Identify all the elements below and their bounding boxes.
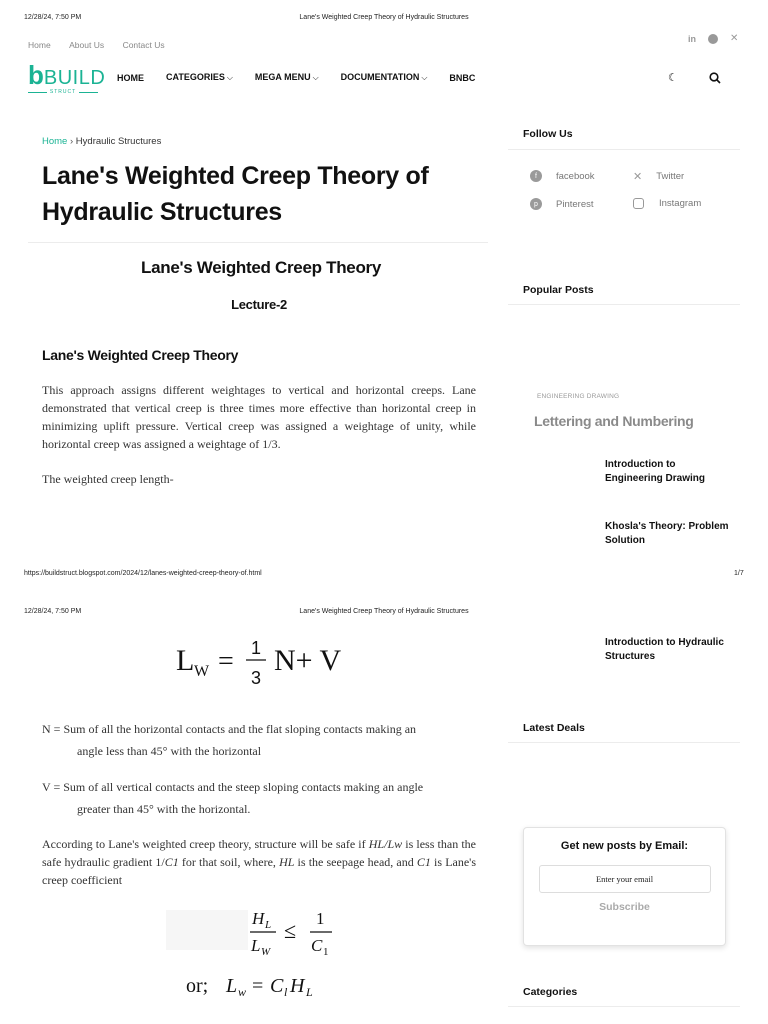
popular-post-3[interactable]: Introduction to Hydraulic Structures bbox=[605, 637, 724, 662]
svg-text:N+ V: N+ V bbox=[274, 644, 342, 677]
featured-post-title[interactable]: Lettering and Numbering bbox=[534, 413, 694, 429]
linkedin-icon[interactable]: in bbox=[688, 33, 696, 44]
svg-text:H: H bbox=[252, 909, 265, 928]
n-def-line1: Sum of all the horizontal contacts and the flat sloping contacts making an bbox=[63, 722, 417, 736]
social-pinterest[interactable] bbox=[530, 198, 594, 210]
menu-mega[interactable] bbox=[255, 72, 319, 83]
svg-text:W: W bbox=[194, 663, 210, 680]
social-instagram[interactable] bbox=[633, 198, 701, 209]
deals-divider bbox=[508, 742, 740, 743]
popular-post-2[interactable]: Khosla's Theory: Problem Solution bbox=[605, 521, 729, 546]
v-def-line2: greater than 45° with the horizontal. bbox=[77, 802, 251, 816]
page-title-line2: Hydraulic Structures bbox=[42, 198, 282, 226]
v-def-line1: Sum of all vertical contacts and the steep sloping contacts making an angle bbox=[63, 780, 424, 794]
main-menu bbox=[117, 72, 475, 83]
facebook-icon: f bbox=[530, 170, 542, 182]
title-divider bbox=[28, 242, 488, 243]
n-def-line2: angle less than 45° with the horizontal bbox=[77, 744, 262, 758]
menu-categories[interactable] bbox=[166, 72, 233, 83]
dark-mode-moon-icon[interactable]: ☾ bbox=[668, 72, 678, 84]
section-heading: Lane's Weighted Creep Theory bbox=[42, 347, 239, 363]
svg-text:L: L bbox=[251, 936, 261, 955]
p3-d: C1 bbox=[164, 855, 179, 869]
p3-i: is Lane's creep coefficient bbox=[42, 855, 477, 887]
n-def-label: N = bbox=[42, 722, 64, 736]
svg-text:1: 1 bbox=[323, 946, 329, 958]
v-def-label: V = bbox=[42, 780, 64, 794]
page-title-line1: Lane's Weighted Creep Theory of bbox=[42, 162, 429, 190]
instagram-icon bbox=[633, 198, 644, 209]
pinterest-icon: p bbox=[530, 198, 542, 210]
print-doc-title-page2: Lane's Weighted Creep Theory of Hydraulic Structures bbox=[299, 608, 469, 615]
p3-h: C1 bbox=[416, 855, 431, 869]
intro-paragraph: This approach assigns different weightages to vertical and horizontal creeps. Lane demonstrated that vertical creep is three times more effective than horizontal creep in minimizing uplift pressure. Vertical creep was assigned a weightage of unity, while horizontal creep was assigned a weightage of 1/3. bbox=[42, 383, 476, 451]
svg-text:=: = bbox=[252, 975, 264, 997]
email-subscribe-widget bbox=[523, 827, 726, 946]
x-twitter-icon[interactable]: ✕ bbox=[730, 33, 739, 44]
svg-text:1: 1 bbox=[316, 909, 325, 928]
svg-text:=: = bbox=[218, 646, 234, 677]
breadcrumb bbox=[42, 136, 161, 147]
top-social-icons bbox=[688, 33, 738, 44]
print-datetime: 12/28/24, 7:50 PM bbox=[24, 14, 82, 21]
social-instagram-label: Instagram bbox=[659, 198, 702, 209]
email-widget-heading: Get new posts by Email: bbox=[560, 840, 689, 852]
latest-deals-title: Latest Deals bbox=[523, 722, 585, 734]
svg-text:≤: ≤ bbox=[284, 918, 297, 943]
breadcrumb-separator: › bbox=[69, 136, 74, 147]
p3-g: is the seepage head, and bbox=[294, 855, 417, 869]
facebook-icon[interactable] bbox=[708, 34, 718, 44]
p3-c: is less than the safe hydraulic gradient 1/ bbox=[42, 837, 476, 869]
svg-text:3: 3 bbox=[251, 668, 262, 688]
menu-home[interactable]: HOME bbox=[117, 72, 144, 83]
topnav-about-link[interactable]: About Us bbox=[69, 40, 105, 50]
svg-text:1: 1 bbox=[251, 638, 262, 658]
menu-bnbc[interactable]: BNBC bbox=[449, 72, 476, 83]
menu-categories-label: CATEGORIES bbox=[166, 72, 225, 82]
safety-inequality bbox=[166, 906, 346, 1007]
v-definition bbox=[42, 776, 482, 820]
p3-a: According to Lane's weighted creep theory, structure will be safe if bbox=[42, 837, 369, 851]
featured-post-category[interactable]: ENGINEERING DRAWING bbox=[537, 393, 620, 400]
svg-text:w: w bbox=[238, 985, 247, 999]
social-twitter-label: Twitter bbox=[656, 171, 685, 182]
social-facebook[interactable] bbox=[530, 170, 595, 182]
site-logo[interactable] bbox=[28, 60, 106, 96]
p3-e: for that soil, where, bbox=[178, 855, 280, 869]
print-url: https://buildstruct.blogspot.com/2024/12/lanes-weighted-creep-theory-of.html bbox=[24, 570, 262, 577]
logo-subtext: STRUCT bbox=[49, 89, 77, 95]
logo-text: BUILD bbox=[43, 67, 106, 89]
social-twitter[interactable] bbox=[633, 170, 684, 183]
p3-b: HL/Lw bbox=[368, 837, 403, 851]
subscribe-button[interactable]: Subscribe bbox=[599, 901, 650, 913]
chevron-down-icon: ⌵ bbox=[421, 73, 428, 82]
chevron-down-icon: ⌵ bbox=[226, 73, 233, 82]
svg-text:C: C bbox=[311, 936, 323, 955]
page-title bbox=[42, 158, 429, 230]
weighted-creep-equation bbox=[176, 632, 376, 697]
n-definition bbox=[42, 718, 482, 762]
print-doc-title: Lane's Weighted Creep Theory of Hydraulic Structures bbox=[299, 14, 469, 21]
top-nav bbox=[28, 35, 179, 53]
social-pinterest-label: Pinterest bbox=[556, 198, 594, 210]
creep-length-text: The weighted creep length- bbox=[42, 472, 174, 486]
lecture-label: Lecture-2 bbox=[231, 297, 287, 312]
svg-text:W: W bbox=[261, 946, 271, 958]
safety-criterion-paragraph bbox=[42, 835, 476, 889]
svg-text:or;: or; bbox=[186, 975, 209, 997]
categories-divider bbox=[508, 1006, 740, 1007]
x-twitter-icon: ✕ bbox=[633, 171, 643, 183]
topnav-home-link[interactable]: Home bbox=[28, 40, 51, 50]
center-heading: Lane's Weighted Creep Theory bbox=[141, 258, 381, 277]
email-input[interactable]: Enter your email bbox=[539, 865, 711, 893]
follow-divider bbox=[508, 149, 740, 150]
svg-text:l: l bbox=[284, 985, 288, 999]
popular-divider bbox=[508, 304, 740, 305]
breadcrumb-current: Hydraulic Structures bbox=[75, 136, 162, 147]
menu-documentation[interactable] bbox=[341, 72, 428, 83]
categories-title: Categories bbox=[523, 986, 578, 998]
menu-docs-label: DOCUMENTATION bbox=[340, 72, 420, 82]
chevron-down-icon: ⌵ bbox=[312, 73, 319, 82]
svg-text:L: L bbox=[226, 975, 238, 997]
follow-us-title: Follow Us bbox=[523, 128, 573, 140]
search-icon[interactable] bbox=[709, 71, 721, 89]
social-facebook-label: facebook bbox=[556, 170, 595, 182]
menu-mega-label: MEGA MENU bbox=[254, 72, 311, 82]
svg-text:C: C bbox=[270, 975, 284, 997]
p3-f: HL bbox=[279, 855, 295, 869]
print-datetime-page2: 12/28/24, 7:50 PM bbox=[24, 608, 82, 615]
svg-text:L: L bbox=[176, 644, 195, 677]
topnav-contact-link[interactable]: Contact Us bbox=[122, 40, 165, 50]
svg-text:H: H bbox=[290, 975, 305, 997]
popular-post-1[interactable]: Introduction to Engineering Drawing bbox=[605, 459, 706, 484]
logo-b: b bbox=[28, 60, 44, 90]
print-page-number: 1/7 bbox=[734, 570, 744, 577]
popular-posts-title: Popular Posts bbox=[523, 284, 594, 296]
svg-text:L: L bbox=[306, 985, 313, 999]
svg-text:L: L bbox=[265, 919, 272, 931]
breadcrumb-home-link[interactable]: Home bbox=[42, 136, 68, 147]
